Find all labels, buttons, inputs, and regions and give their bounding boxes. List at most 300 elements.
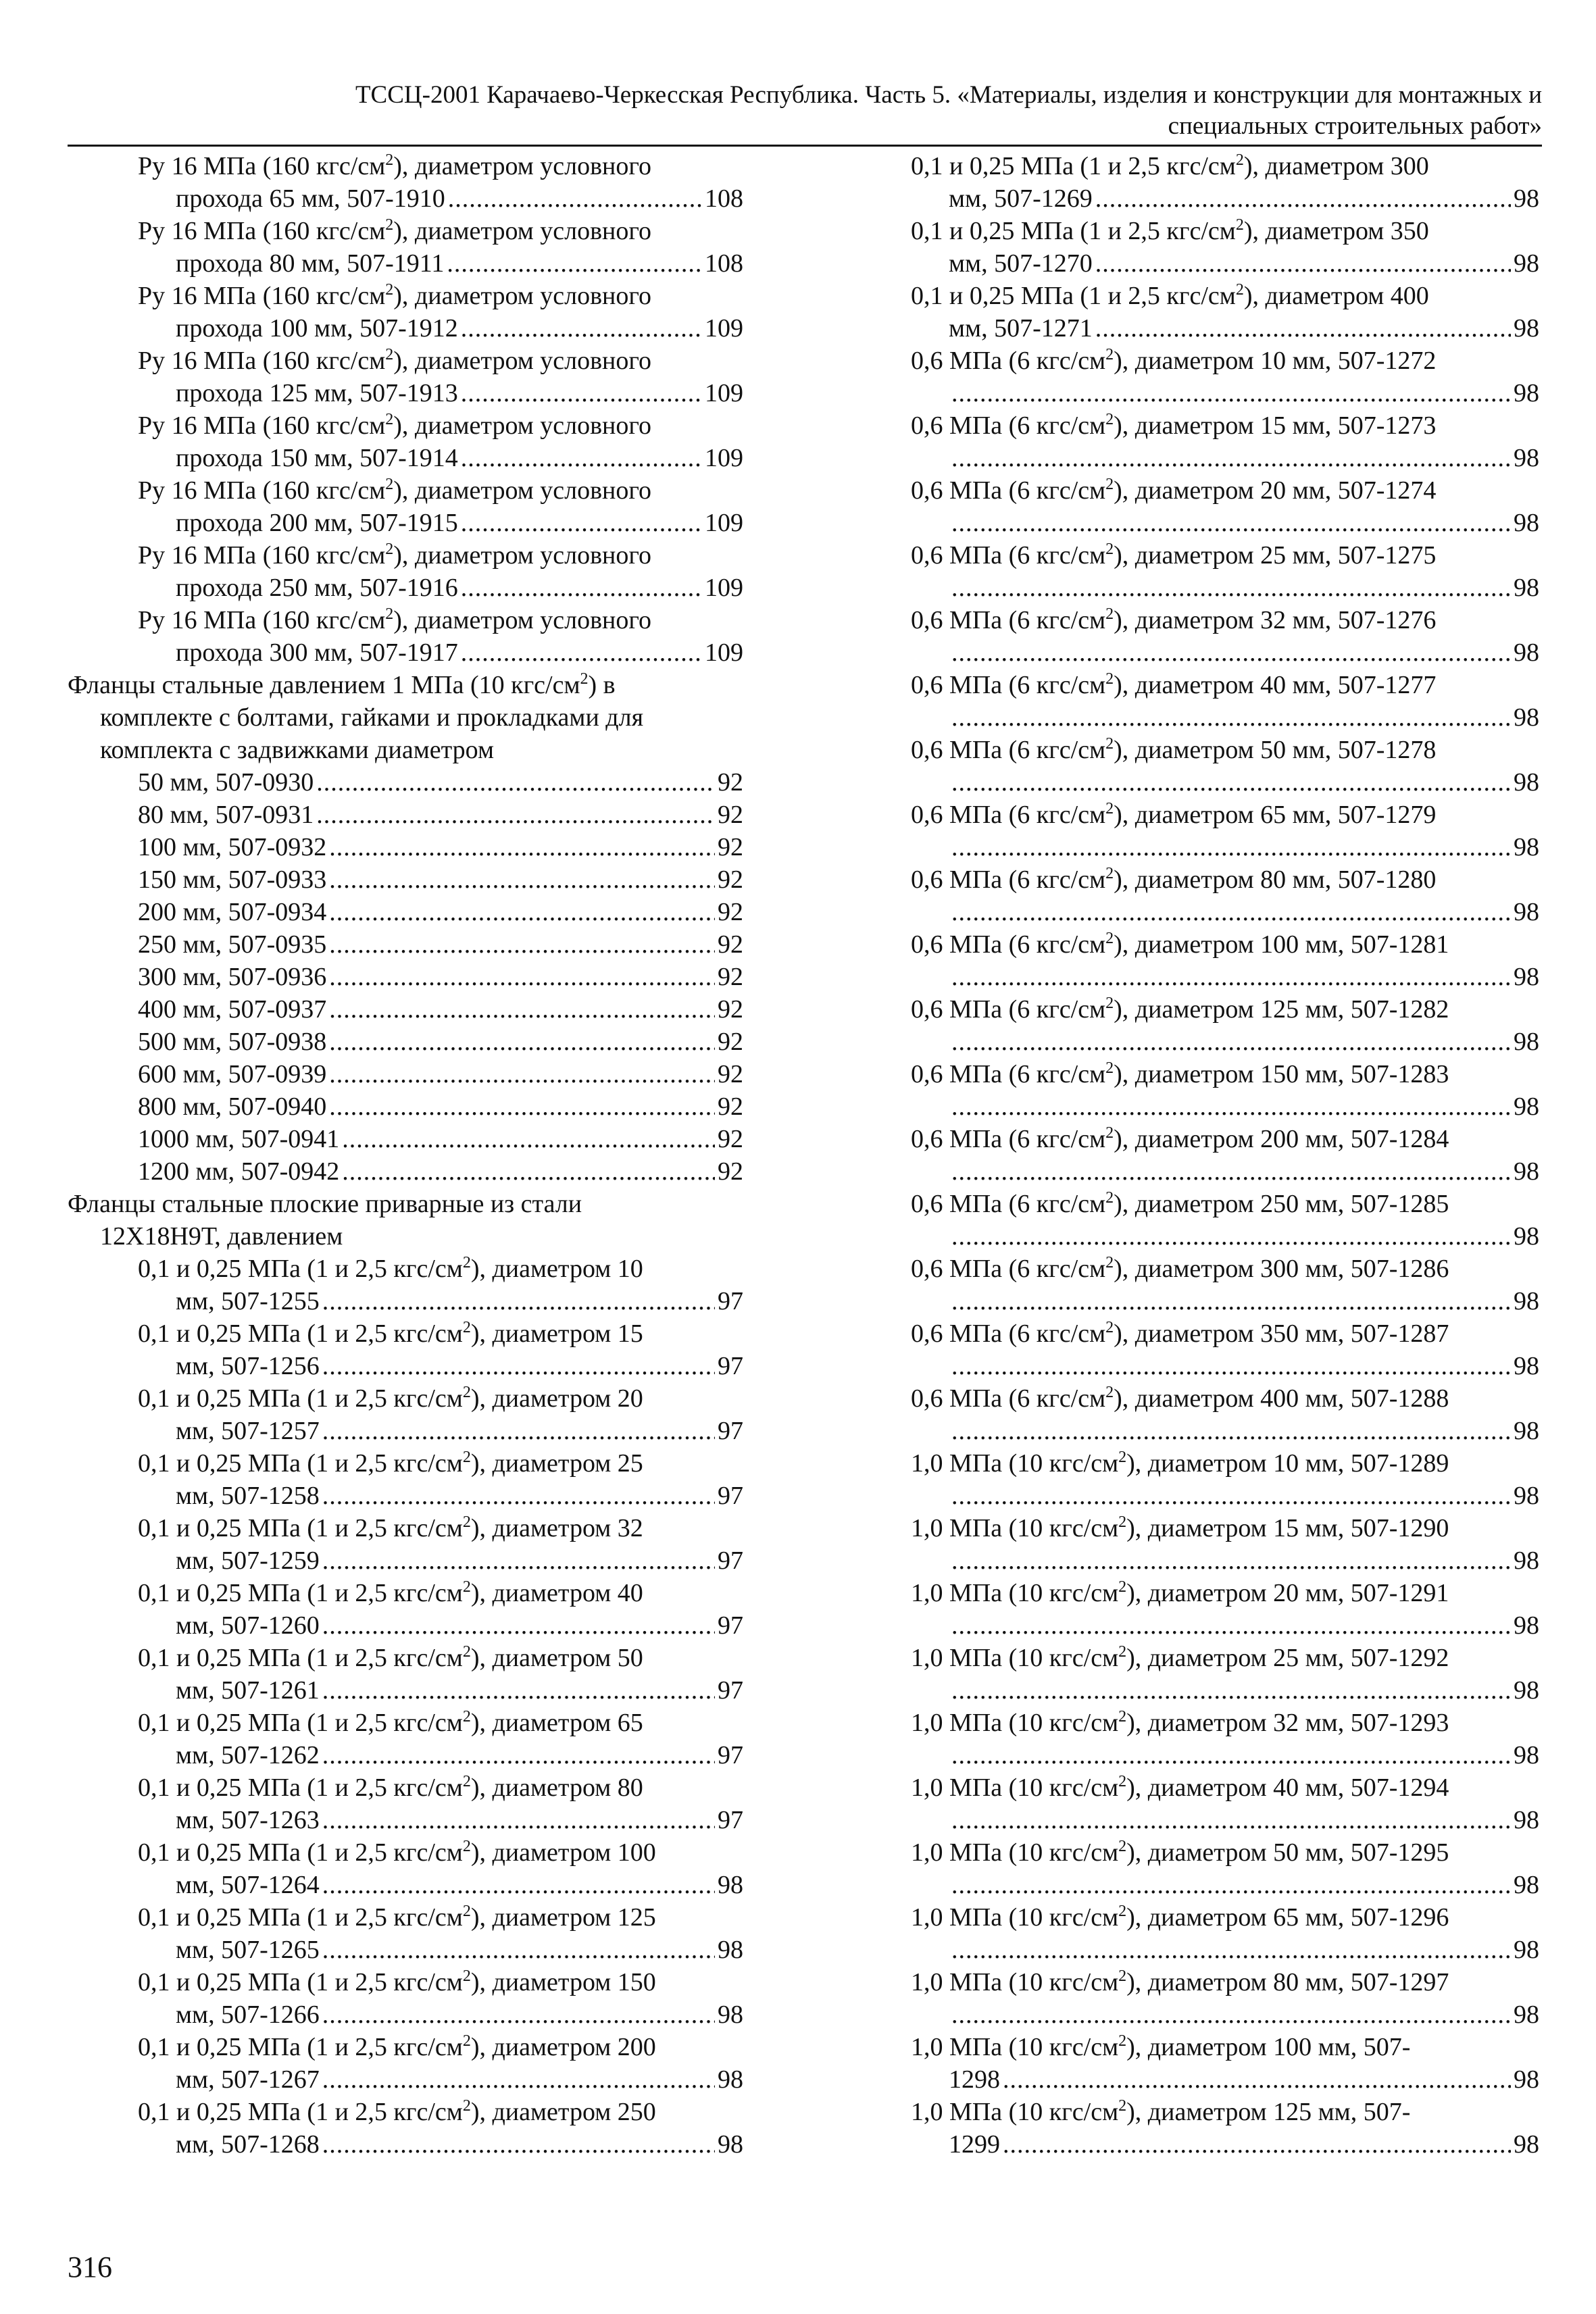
entry-last-line	[911, 701, 1539, 734]
entry-text: 0,1 и 0,25 МПа (1 и 2,5 кгс/$см^2$), диаметром 65	[138, 1708, 643, 1737]
entry-line	[68, 1642, 743, 1674]
entry-page-number: 98	[1514, 1676, 1539, 1705]
entry-page-number: 97	[718, 1611, 743, 1640]
entry-text: Ру 16 МПа (160 кгс/$см^2$), диаметром условного	[138, 346, 652, 375]
index-entry	[911, 1577, 1539, 1642]
index-entry	[911, 1253, 1539, 1317]
entry-text: 0,1 и 0,25 МПа (1 и 2,5 кгс/$см^2$), диаметром 350	[911, 216, 1429, 245]
entry-page-number: 108	[705, 184, 743, 213]
index-entry	[68, 1253, 743, 1317]
entry-page-number: 109	[705, 638, 743, 667]
index-entry	[911, 1901, 1539, 1966]
entry-text: 1,0 МПа (10 кгс/$см^2$), диаметром 125 мм, 507-	[911, 2097, 1411, 2126]
entry-text: мм, 507-1260	[176, 1611, 320, 1640]
entry-text: 0,1 и 0,25 МПа (1 и 2,5 кгс/$см^2$), диаметром 300	[911, 151, 1429, 180]
entry-page-number: 98	[1514, 184, 1539, 213]
leader-dots	[322, 2063, 715, 2096]
entry-line	[911, 1512, 1539, 1544]
entry-text: 1,0 МПа (10 кгс/$см^2$), диаметром 50 мм, 507-1295	[911, 1838, 1449, 1867]
entry-text: 0,6 МПа (6 кгс/$см^2$), диаметром 25 мм, 507-1275	[911, 540, 1437, 570]
entry-line	[911, 1447, 1539, 1480]
entry-text: 0,6 МПа (6 кгс/$см^2$), диаметром 80 мм, 507-1280	[911, 865, 1437, 894]
leader-dots	[322, 1480, 715, 1512]
entry-last-line	[68, 1674, 743, 1707]
entry-last-line	[68, 377, 743, 409]
index-entry	[911, 1317, 1539, 1382]
entry-page-number: 98	[718, 2001, 743, 2029]
entry-line	[911, 215, 1539, 247]
heading-line: Фланцы стальные давлением 1 МПа (10 кгс/$см^2$) в	[68, 670, 616, 699]
entry-text: Ру 16 МПа (160 кгс/$см^2$), диаметром условного	[138, 411, 652, 440]
leader-dots	[448, 182, 702, 215]
leader-dots	[461, 312, 702, 345]
entry-text: 100 мм, 507-0932	[138, 833, 327, 861]
index-entry	[68, 863, 743, 896]
entry-page-number: 109	[705, 509, 743, 537]
entry-page-number: 98	[1514, 379, 1539, 407]
entry-page-number: 97	[718, 1287, 743, 1315]
entry-page-number: 97	[718, 1352, 743, 1380]
entry-line	[911, 2096, 1539, 2128]
entry-page-number: 98	[1514, 1417, 1539, 1445]
entry-page-number: 92	[718, 1157, 743, 1186]
leader-dots	[1003, 2063, 1511, 2096]
entry-text: 0,6 МПа (6 кгс/$см^2$), диаметром 32 мм, 507-1276	[911, 605, 1437, 634]
entry-last-line	[68, 1998, 743, 2031]
entry-text: мм, 507-1255	[176, 1287, 320, 1315]
entry-last-line	[68, 1058, 743, 1090]
entry-text: прохода 80 мм, 507-1911	[176, 249, 445, 278]
entry-page-number: 98	[1514, 314, 1539, 343]
entry-text: 50 мм, 507-0930	[138, 768, 314, 797]
entry-text: Ру 16 МПа (160 кгс/$см^2$), диаметром условного	[138, 540, 652, 570]
index-entry	[911, 1447, 1539, 1512]
entry-text: мм, 507-1266	[176, 2001, 320, 2029]
index-entry	[911, 863, 1539, 928]
index-entry	[911, 1188, 1539, 1253]
header-line-2: специальных строительных работ»	[1168, 112, 1542, 140]
entry-last-line	[911, 182, 1539, 215]
leader-dots	[951, 1285, 1511, 1317]
entry-page-number: 98	[1514, 1871, 1539, 1899]
entry-last-line	[68, 572, 743, 604]
entry-text: Ру 16 МПа (160 кгс/$см^2$), диаметром условного	[138, 605, 652, 634]
entry-page-number: 97	[718, 1741, 743, 1769]
leader-dots	[951, 896, 1511, 928]
entry-page-number: 108	[705, 249, 743, 278]
entry-last-line	[68, 1285, 743, 1317]
index-entry	[911, 993, 1539, 1058]
entry-last-line	[68, 1869, 743, 1901]
entry-text: 0,1 и 0,25 МПа (1 и 2,5 кгс/$см^2$), диаметром 25	[138, 1449, 643, 1478]
entry-line	[68, 1966, 743, 1998]
entry-text: 300 мм, 507-0936	[138, 963, 327, 991]
index-entry	[68, 150, 743, 215]
entry-text: 0,1 и 0,25 МПа (1 и 2,5 кгс/$см^2$), диаметром 20	[138, 1384, 643, 1413]
entry-text: прохода 150 мм, 507-1914	[176, 444, 458, 472]
entry-last-line	[911, 377, 1539, 409]
entry-page-number: 92	[718, 865, 743, 894]
index-entry	[68, 928, 743, 961]
entry-text: 0,6 МПа (6 кгс/$см^2$), диаметром 200 мм, 507-1284	[911, 1124, 1449, 1153]
entry-last-line	[911, 831, 1539, 863]
entry-line	[911, 1123, 1539, 1155]
page-number: 316	[68, 2250, 112, 2284]
entry-page-number: 98	[1514, 963, 1539, 991]
leader-dots	[322, 1285, 715, 1317]
index-entry	[911, 1642, 1539, 1707]
entry-line	[911, 1058, 1539, 1090]
entry-page-number: 98	[1514, 703, 1539, 732]
leader-dots	[329, 1090, 715, 1123]
entry-line	[911, 1382, 1539, 1415]
entry-text: прохода 100 мм, 507-1912	[176, 314, 458, 343]
index-entry	[68, 1026, 743, 1058]
entry-page-number: 98	[1514, 2130, 1539, 2159]
index-entry	[911, 2031, 1539, 2096]
entry-text: мм, 507-1262	[176, 1741, 320, 1769]
entry-text: 0,6 МПа (6 кгс/$см^2$), диаметром 20 мм, 507-1274	[911, 476, 1437, 505]
index-entry	[68, 1317, 743, 1382]
entry-text: мм, 507-1270	[949, 249, 1093, 278]
entry-last-line	[911, 2063, 1539, 2096]
entry-text: Ру 16 МПа (160 кгс/$см^2$), диаметром условного	[138, 281, 652, 310]
entry-last-line	[911, 1609, 1539, 1642]
leader-dots	[316, 799, 715, 831]
entry-last-line	[911, 312, 1539, 345]
index-entry	[68, 896, 743, 928]
entry-line	[68, 2096, 743, 2128]
entry-text: мм, 507-1268	[176, 2130, 320, 2159]
index-entry	[68, 961, 743, 993]
entry-text: 0,6 МПа (6 кгс/$см^2$), диаметром 250 мм, 507-1285	[911, 1189, 1449, 1218]
index-entry	[911, 928, 1539, 993]
entry-text: 1,0 МПа (10 кгс/$см^2$), диаметром 100 мм, 507-	[911, 2032, 1411, 2061]
heading-line: Фланцы стальные плоские приварные из стали	[68, 1190, 582, 1218]
leader-dots	[322, 1674, 715, 1707]
heading-line: 12Х18Н9Т, давлением	[100, 1222, 343, 1251]
entry-text: 1200 мм, 507-0942	[138, 1157, 340, 1186]
index-entry	[911, 215, 1539, 280]
entry-line	[68, 604, 743, 636]
entry-text: мм, 507-1263	[176, 1806, 320, 1834]
index-entry	[68, 2031, 743, 2096]
entry-last-line	[911, 1544, 1539, 1577]
entry-page-number: 98	[1514, 1352, 1539, 1380]
leader-dots	[461, 572, 702, 604]
entry-text: мм, 507-1258	[176, 1482, 320, 1510]
entry-line	[68, 2031, 743, 2063]
entry-text: 0,1 и 0,25 МПа (1 и 2,5 кгс/$см^2$), диаметром 100	[138, 1838, 656, 1867]
entry-text: 1299	[949, 2130, 1000, 2159]
index-entry	[68, 1382, 743, 1447]
entry-last-line	[68, 2063, 743, 2096]
entry-line	[911, 604, 1539, 636]
index-entry	[68, 1642, 743, 1707]
entry-text: прохода 125 мм, 507-1913	[176, 379, 458, 407]
entry-page-number: 98	[1514, 2001, 1539, 2029]
entry-last-line	[68, 928, 743, 961]
entry-last-line	[68, 507, 743, 539]
entry-last-line	[68, 636, 743, 669]
entry-line	[68, 1253, 743, 1285]
leader-dots	[951, 1609, 1511, 1642]
entry-text: 200 мм, 507-0934	[138, 898, 327, 926]
entry-text: 250 мм, 507-0935	[138, 930, 327, 959]
entry-text: 1,0 МПа (10 кгс/$см^2$), диаметром 65 мм, 507-1296	[911, 1903, 1449, 1932]
page-header	[68, 80, 1542, 142]
entry-page-number: 98	[1514, 833, 1539, 861]
entry-page-number: 98	[1514, 444, 1539, 472]
entry-last-line	[68, 1026, 743, 1058]
entry-line	[68, 280, 743, 312]
index-column-right	[911, 150, 1539, 2161]
entry-page-number: 109	[705, 444, 743, 472]
leader-dots	[951, 1350, 1511, 1382]
entry-line	[911, 1707, 1539, 1739]
entry-page-number: 98	[718, 1871, 743, 1899]
entry-text: 0,6 МПа (6 кгс/$см^2$), диаметром 40 мм, 507-1277	[911, 670, 1437, 699]
leader-dots	[951, 1415, 1511, 1447]
leader-dots	[461, 377, 702, 409]
entry-line	[911, 539, 1539, 572]
leader-dots	[951, 1739, 1511, 1771]
entry-text: 0,1 и 0,25 МПа (1 и 2,5 кгс/$см^2$), диаметром 150	[138, 1967, 656, 1996]
entry-last-line	[911, 1674, 1539, 1707]
index-entry	[911, 2096, 1539, 2161]
entry-line	[911, 1577, 1539, 1609]
entry-page-number: 92	[718, 898, 743, 926]
entry-page-number: 98	[1514, 574, 1539, 602]
entry-page-number: 92	[718, 930, 743, 959]
index-entry	[911, 1966, 1539, 2031]
leader-dots	[322, 1804, 715, 1836]
leader-dots	[461, 636, 702, 669]
index-entry	[68, 1836, 743, 1901]
leader-dots	[951, 1934, 1511, 1966]
entry-page-number: 98	[1514, 2065, 1539, 2094]
entry-text: 0,6 МПа (6 кгс/$см^2$), диаметром 400 мм, 507-1288	[911, 1384, 1449, 1413]
index-entry	[911, 1771, 1539, 1836]
leader-dots	[1095, 182, 1511, 215]
entry-last-line	[68, 993, 743, 1026]
entry-page-number: 98	[1514, 1546, 1539, 1575]
index-entry	[68, 539, 743, 604]
index-entry	[68, 215, 743, 280]
entry-last-line	[911, 1869, 1539, 1901]
leader-dots	[322, 1544, 715, 1577]
entry-text: прохода 65 мм, 507-1910	[176, 184, 445, 213]
entry-page-number: 98	[1514, 638, 1539, 667]
entry-page-number: 92	[718, 801, 743, 829]
entry-text: мм, 507-1259	[176, 1546, 320, 1575]
entry-page-number: 98	[1514, 1028, 1539, 1056]
entry-text: 0,6 МПа (6 кгс/$см^2$), диаметром 125 мм, 507-1282	[911, 995, 1449, 1024]
entry-line	[68, 1836, 743, 1869]
index-entry	[68, 1901, 743, 1966]
entry-line	[68, 539, 743, 572]
leader-dots	[951, 1869, 1511, 1901]
leader-dots	[951, 442, 1511, 474]
entry-text: 1,0 МПа (10 кгс/$см^2$), диаметром 40 мм, 507-1294	[911, 1773, 1449, 1802]
index-entry	[911, 1707, 1539, 1771]
index-entry	[68, 993, 743, 1026]
index-entry	[911, 1836, 1539, 1901]
entry-line	[911, 993, 1539, 1026]
entry-page-number: 92	[718, 1060, 743, 1088]
entry-last-line	[68, 961, 743, 993]
entry-text: прохода 200 мм, 507-1915	[176, 509, 458, 537]
index-entry	[68, 345, 743, 409]
entry-text: 0,1 и 0,25 МПа (1 и 2,5 кгс/$см^2$), диаметром 80	[138, 1773, 643, 1802]
leader-dots	[951, 1674, 1511, 1707]
leader-dots	[329, 993, 715, 1026]
index-entry	[68, 1090, 743, 1123]
leader-dots	[951, 1804, 1511, 1836]
entry-text: 0,6 МПа (6 кгс/$см^2$), диаметром 65 мм, 507-1279	[911, 800, 1437, 829]
entry-page-number: 98	[1514, 898, 1539, 926]
index-entry	[68, 831, 743, 863]
entry-text: мм, 507-1257	[176, 1417, 320, 1445]
entry-page-number: 92	[718, 963, 743, 991]
entry-text: 0,6 МПа (6 кгс/$см^2$), диаметром 150 мм, 507-1283	[911, 1059, 1449, 1088]
entry-page-number: 92	[718, 1092, 743, 1121]
entry-last-line	[68, 896, 743, 928]
index-entry	[68, 1771, 743, 1836]
entry-text: 0,6 МПа (6 кгс/$см^2$), диаметром 50 мм, 507-1278	[911, 735, 1437, 764]
entry-last-line	[68, 1609, 743, 1642]
entry-text: 1,0 МПа (10 кгс/$см^2$), диаметром 15 мм, 507-1290	[911, 1513, 1449, 1542]
entry-text: Ру 16 МПа (160 кгс/$см^2$), диаметром условного	[138, 151, 652, 180]
entry-last-line	[911, 766, 1539, 799]
leader-dots	[951, 572, 1511, 604]
entry-page-number: 92	[718, 1125, 743, 1153]
entry-last-line	[68, 1350, 743, 1382]
entry-page-number: 97	[718, 1482, 743, 1510]
entry-page-number: 98	[718, 2065, 743, 2094]
entry-last-line	[68, 799, 743, 831]
leader-dots	[951, 377, 1511, 409]
entry-text: Ру 16 МПа (160 кгс/$см^2$), диаметром условного	[138, 216, 652, 245]
entry-line	[68, 474, 743, 507]
entry-last-line	[68, 1415, 743, 1447]
entry-page-number: 97	[718, 1676, 743, 1705]
entry-last-line	[68, 1804, 743, 1836]
entry-last-line	[911, 1934, 1539, 1966]
entry-page-number: 98	[1514, 1157, 1539, 1186]
entry-last-line	[911, 636, 1539, 669]
leader-dots	[316, 766, 715, 799]
entry-text: 0,1 и 0,25 МПа (1 и 2,5 кгс/$см^2$), диаметром 40	[138, 1578, 643, 1607]
index-entry	[68, 280, 743, 345]
index-entry	[911, 280, 1539, 345]
entry-line	[68, 1901, 743, 1934]
leader-dots	[951, 1155, 1511, 1188]
entry-text: мм, 507-1261	[176, 1676, 320, 1705]
entry-last-line	[911, 1415, 1539, 1447]
entry-page-number: 98	[1514, 249, 1539, 278]
entry-page-number: 92	[718, 995, 743, 1024]
leader-dots	[1003, 2128, 1511, 2161]
entry-page-number: 98	[1514, 509, 1539, 537]
entry-line	[911, 1317, 1539, 1350]
entry-text: 0,1 и 0,25 МПа (1 и 2,5 кгс/$см^2$), диаметром 250	[138, 2097, 656, 2126]
entry-last-line	[911, 896, 1539, 928]
index-entry	[911, 539, 1539, 604]
entry-page-number: 98	[1514, 1092, 1539, 1121]
header-line-1: ТССЦ-2001 Карачаево-Черкесская Республика. Часть 5. «Материалы, изделия и конструкции для монтажных и	[355, 81, 1542, 109]
leader-dots	[951, 1220, 1511, 1253]
leader-dots	[329, 961, 715, 993]
leader-dots	[329, 928, 715, 961]
entry-page-number: 98	[1514, 1611, 1539, 1640]
leader-dots	[329, 1026, 715, 1058]
entry-last-line	[911, 572, 1539, 604]
entry-last-line	[911, 247, 1539, 280]
entry-last-line	[911, 1090, 1539, 1123]
leader-dots	[951, 1998, 1511, 2031]
leader-dots	[951, 701, 1511, 734]
entry-last-line	[911, 1155, 1539, 1188]
entry-page-number: 98	[718, 1936, 743, 1964]
entry-line	[911, 863, 1539, 896]
entry-text: 0,1 и 0,25 МПа (1 и 2,5 кгс/$см^2$), диаметром 50	[138, 1643, 643, 1672]
entry-text: мм, 507-1264	[176, 1871, 320, 1899]
index-entry	[911, 409, 1539, 474]
entry-last-line	[911, 507, 1539, 539]
entry-page-number: 98	[1514, 1936, 1539, 1964]
entry-line	[911, 928, 1539, 961]
leader-dots	[322, 1934, 715, 1966]
entry-line	[911, 1253, 1539, 1285]
entry-page-number: 92	[718, 833, 743, 861]
leader-dots	[342, 1123, 715, 1155]
entry-last-line	[911, 1220, 1539, 1253]
entry-text: 0,1 и 0,25 МПа (1 и 2,5 кгс/$см^2$), диаметром 400	[911, 281, 1429, 310]
entry-last-line	[68, 1739, 743, 1771]
entry-text: 600 мм, 507-0939	[138, 1060, 327, 1088]
entry-text: 0,6 МПа (6 кгс/$см^2$), диаметром 350 мм, 507-1287	[911, 1319, 1449, 1348]
leader-dots	[951, 831, 1511, 863]
index-entry	[911, 1058, 1539, 1123]
entry-page-number: 98	[1514, 1222, 1539, 1251]
entry-page-number: 98	[1514, 1482, 1539, 1510]
leader-dots	[461, 442, 702, 474]
index-entry	[68, 1447, 743, 1512]
entry-text: 1,0 МПа (10 кгс/$см^2$), диаметром 20 мм, 507-1291	[911, 1578, 1449, 1607]
leader-dots	[329, 1058, 715, 1090]
leader-dots	[951, 766, 1511, 799]
entry-text: 0,1 и 0,25 МПа (1 и 2,5 кгс/$см^2$), диаметром 125	[138, 1903, 656, 1932]
index-column-left	[68, 150, 743, 2161]
entry-page-number: 109	[705, 574, 743, 602]
entry-last-line	[911, 1285, 1539, 1317]
index-entry	[911, 1382, 1539, 1447]
entry-text: 0,1 и 0,25 МПа (1 и 2,5 кгс/$см^2$), диаметром 15	[138, 1319, 643, 1348]
entry-text: 0,6 МПа (6 кгс/$см^2$), диаметром 15 мм, 507-1273	[911, 411, 1437, 440]
entry-line	[911, 345, 1539, 377]
entry-line	[911, 2031, 1539, 2063]
header-rule	[68, 145, 1542, 147]
leader-dots	[951, 1480, 1511, 1512]
entry-line	[68, 1577, 743, 1609]
entry-text: мм, 507-1267	[176, 2065, 320, 2094]
leader-dots	[951, 636, 1511, 669]
index-entry	[68, 409, 743, 474]
index-heading	[68, 1188, 743, 1253]
entry-line	[911, 1642, 1539, 1674]
entry-page-number: 97	[718, 1417, 743, 1445]
